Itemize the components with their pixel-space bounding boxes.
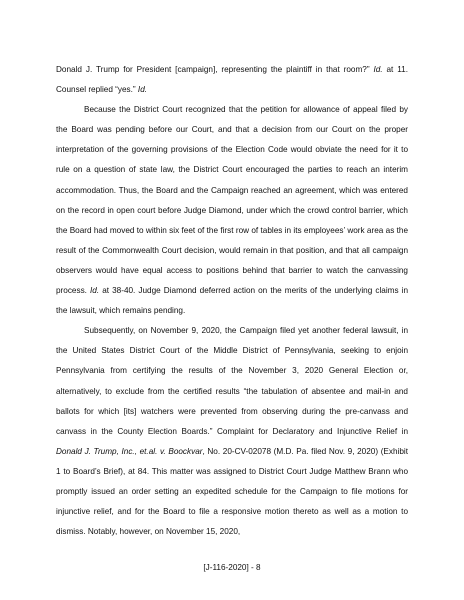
paragraph-text: at 38-40. Judge Diamond deferred action on the merits of the underlying claims in the lawsuit, which remains pending. bbox=[56, 286, 408, 316]
opinion-body-text bbox=[56, 60, 408, 542]
italic-citation-text: Id. bbox=[90, 286, 100, 296]
italic-citation-text: Donald J. Trump, Inc., et.al. v. Boockvar bbox=[56, 446, 203, 456]
opinion-paragraph bbox=[56, 60, 408, 100]
paragraph-text: Because the District Court recognized that the petition for allowance of appeal filed by the Board was pending before our Court, and that a decision from our Court on the proper interpretation of the governing provisions of the Election Code would obviate the need for it to rule on a question of state law, the District Court encouraged the parties to reach an interim accommodation. Thus, the Board and the Campaign reached an agreement, which was entered on the record in open court before Judge Diamond, under which the crowd control barrier, which the Board had moved to within six feet of the first row of tables in its employees’ work area as the result of the Commonwealth Court decision, would remain in that position, and that all campaign observers would have equal access to positions behind that barrier to watch the canvassing process. bbox=[56, 105, 408, 296]
italic-citation-text: Id. bbox=[137, 85, 148, 95]
opinion-paragraph bbox=[56, 321, 408, 542]
paragraph-text: at 11. Counsel replied “yes.” bbox=[56, 65, 409, 95]
page-footer-citation: [J-116-2020] - 8 bbox=[203, 563, 261, 572]
opinion-paragraph bbox=[56, 100, 408, 321]
paragraph-text: Subsequently, on November 9, 2020, the Campaign filed yet another federal lawsuit, in the United States District Court of the Middle District of Pennsylvania, seeking to enjoin Pennsylvania from certifying the results of the November 3, 2020 General Election or, alternatively, to exclude from the certified results “the tabulation of absentee and mail-in and ballots for which [its] watchers were prevented from observing during the pre-canvass and canvass in the County Election Boards.” Complaint for Declaratory and Injunctive Relief in bbox=[56, 326, 408, 436]
italic-citation-text: Id. bbox=[373, 65, 383, 74]
paragraph-text: Donald J. Trump for President [campaign], representing the plaintiff in that room?” bbox=[56, 65, 374, 74]
paragraph-text: , No. 20-CV-02078 (M.D. Pa. filed Nov. 9, 2020) (Exhibit 1 to Board’s Brief), at 84. This matter was assigned to District Court Judge Matthew Brann who promptly issued an order setting an expedited schedule for the Campaign to file motions for injunctive relief, and for the Board to file a responsive motion thereto as well as a motion to dismiss. Notably, however, on November 15, 2020, bbox=[56, 446, 408, 537]
